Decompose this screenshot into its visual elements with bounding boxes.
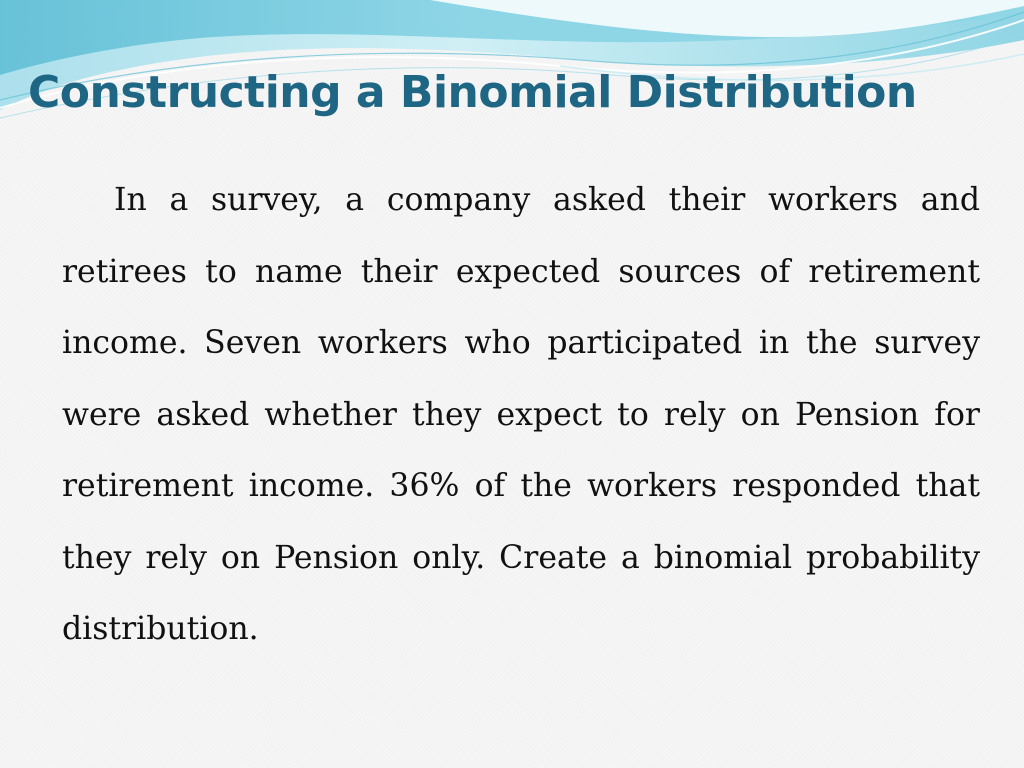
slide-body-text: In a survey, a company asked their workers and retirees to name their expected sources of retirement income. Seven workers who participated in the survey were asked whether they expect to rely on Pension for retirement income. 36% of the workers responded that they rely on Pension only. Create a binomial probability distribution. [62,182,980,647]
slide-title: Constructing a Binomial Distribution [28,67,917,118]
